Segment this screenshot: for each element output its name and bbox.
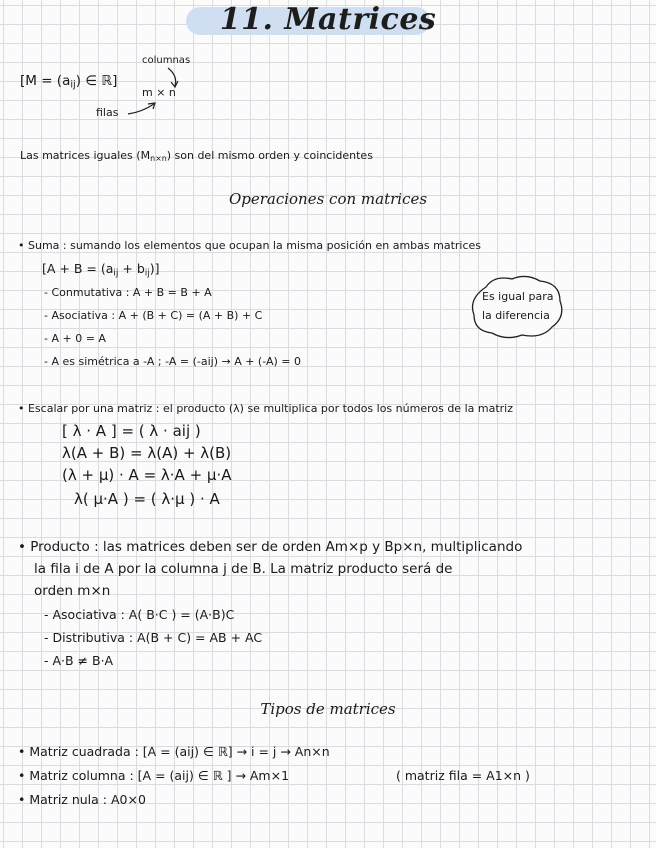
suma-item: - Conmutativa : A + B = B + A xyxy=(44,286,212,299)
suma-item: - Asociativa : A + (B + C) = (A + B) + C xyxy=(44,309,263,322)
definition-sub: ij xyxy=(70,79,76,91)
fila-note: ( matriz fila = A1×n ) xyxy=(396,768,530,783)
escalar-formula: λ( μ·A ) = ( λ·μ ) · A xyxy=(74,490,220,508)
filas-arrow-icon xyxy=(128,104,154,114)
suma-formula-end: )] xyxy=(149,261,160,276)
suma-label: • Suma : sumando los elementos que ocupan la misma posición en ambas matrices xyxy=(18,239,482,252)
producto-line: • Producto : las matrices deben ser de orden Am×p y Bp×n, multiplicando xyxy=(18,539,523,555)
suma-formula-sub2: ij xyxy=(144,268,150,279)
page-title: 11. Matrices xyxy=(219,2,437,37)
suma-formula xyxy=(42,261,160,279)
producto-item: - Distributiva : A(B + C) = AB + AC xyxy=(44,630,263,645)
suma-formula-sub1: ij xyxy=(113,268,119,279)
cloud-note: Es igual para la diferencia xyxy=(482,290,554,322)
suma-item: - A + 0 = A xyxy=(44,332,106,345)
label-filas: filas xyxy=(96,106,119,119)
definition-dims: m × n xyxy=(142,86,176,99)
producto-item: - Asociativa : A( B·C ) = (A·B)C xyxy=(44,607,235,622)
tipos-item: • Matriz columna : [A = (aij) ∈ ℝ ] → Am×1 xyxy=(18,768,290,783)
escalar-formula: (λ + μ) · A = λ·A + μ·A xyxy=(62,466,232,484)
label-columnas: columnas xyxy=(142,55,191,66)
definition-formula: [M = (a xyxy=(20,73,71,89)
suma-formula-a: [A + B = (a xyxy=(42,261,114,276)
suma-item: - A es simétrica a -A ; -A = (-aij) → A + (-A) = 0 xyxy=(44,355,301,368)
tipos-item: • Matriz cuadrada : [A = (aij) ∈ ℝ] → i = j → An×n xyxy=(18,744,330,759)
producto-item: - A·B ≠ B·A xyxy=(44,653,114,668)
escalar-formula: [ λ · A ] = ( λ · aij ) xyxy=(62,422,201,440)
producto-line: orden m×n xyxy=(34,583,111,599)
definition-arrows xyxy=(120,62,190,122)
suma-formula-b: + b xyxy=(118,261,145,276)
equal-sub: n×n xyxy=(150,154,167,164)
tipos-heading: Tipos de matrices xyxy=(260,700,396,718)
escalar-formula: λ(A + B) = λ(A) + λ(B) xyxy=(62,444,232,462)
operaciones-heading: Operaciones con matrices xyxy=(228,190,428,208)
columnas-arrowhead-icon xyxy=(171,81,178,87)
equal-text-before: Las matrices iguales (M xyxy=(20,149,151,162)
equal-matrices-text xyxy=(20,149,373,163)
equal-text-after: ) son del mismo orden y coincidentes xyxy=(166,149,373,162)
escalar-label: • Escalar por una matriz : el producto (λ) se multiplica por todos los números de la matriz xyxy=(18,402,513,415)
definition-formula-rest: ) ∈ ℝ] xyxy=(75,73,118,89)
producto-line: la fila i de A por la columna j de B. La matriz producto será de xyxy=(34,561,453,577)
tipos-item: • Matriz nula : A0×0 xyxy=(18,792,146,807)
matrix-definition xyxy=(20,73,117,91)
